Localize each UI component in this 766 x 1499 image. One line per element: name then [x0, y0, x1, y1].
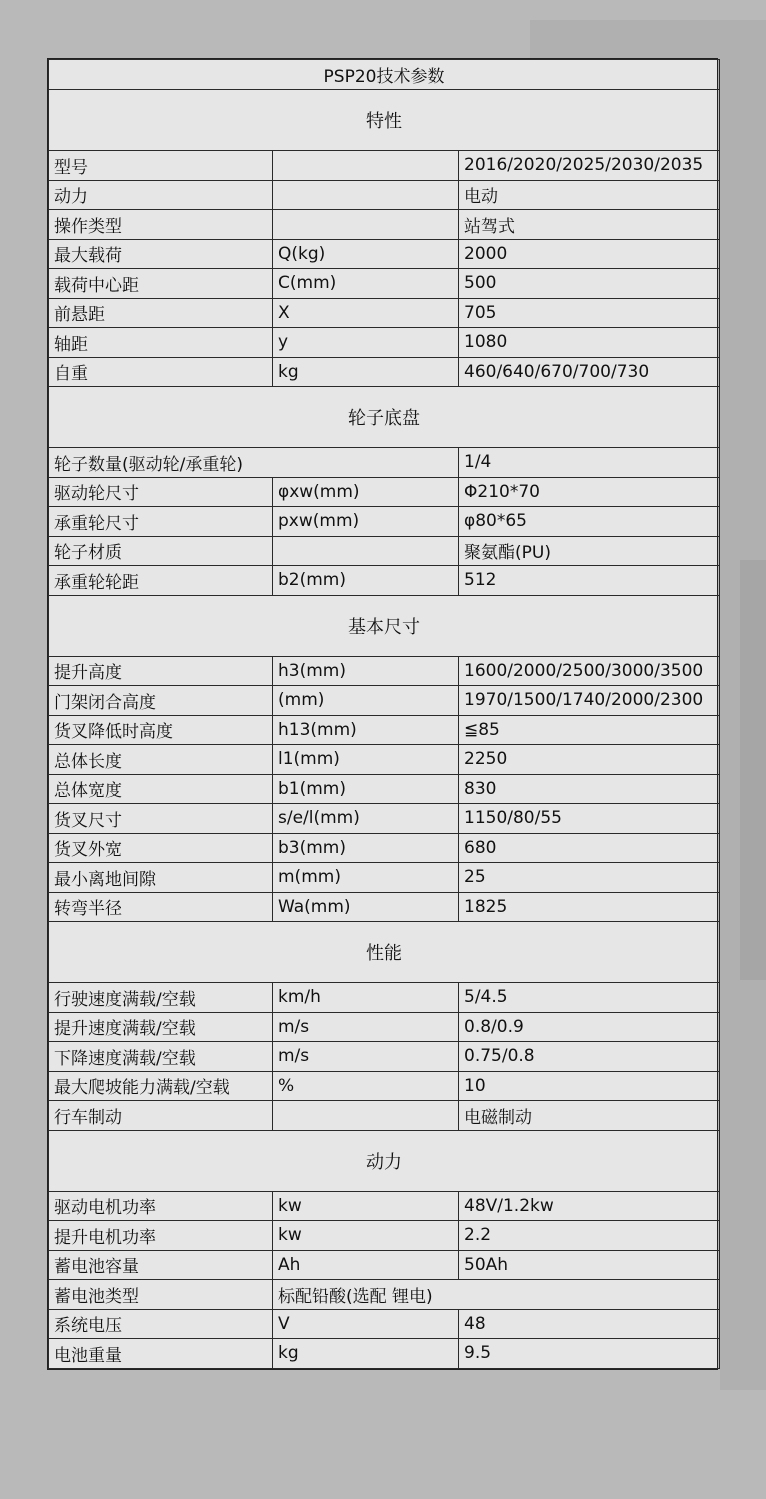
param-unit-cell	[273, 210, 459, 240]
table-row	[49, 298, 720, 328]
param-name-cell: 下降速度满载/空载	[49, 1042, 273, 1072]
param-name-cell: 行车制动	[49, 1101, 273, 1131]
table-row	[49, 1339, 720, 1369]
section-header-row	[49, 90, 720, 151]
param-name-cell: 轴距	[49, 328, 273, 358]
table-row	[49, 210, 720, 240]
param-value-cell: 1825	[459, 892, 720, 922]
param-value-cell: 站驾式	[459, 210, 720, 240]
param-unit-cell: pxw(mm)	[273, 507, 459, 537]
param-value-cell: 1970/1500/1740/2000/2300	[459, 686, 720, 716]
section-heading: 轮子底盘	[49, 387, 720, 448]
param-name-cell: 型号	[49, 151, 273, 181]
table-row	[49, 328, 720, 358]
table-row	[49, 1221, 720, 1251]
param-name-cell: 蓄电池容量	[49, 1250, 273, 1280]
param-value-cell: 2250	[459, 745, 720, 775]
param-name-cell: 货叉外宽	[49, 833, 273, 863]
table-row	[49, 269, 720, 299]
param-unit-cell: l1(mm)	[273, 745, 459, 775]
table-row	[49, 833, 720, 863]
param-name-cell: 自重	[49, 357, 273, 387]
param-unit-cell: m/s	[273, 1012, 459, 1042]
param-name-cell: 驱动轮尺寸	[49, 477, 273, 507]
param-value-cell: φ80*65	[459, 507, 720, 537]
param-unit-cell: Wa(mm)	[273, 892, 459, 922]
section-heading: 特性	[49, 90, 720, 151]
param-name-cell: 驱动电机功率	[49, 1191, 273, 1221]
param-unit-cell: m(mm)	[273, 863, 459, 893]
param-unit-cell	[273, 1101, 459, 1131]
param-value-cell: 1600/2000/2500/3000/3500	[459, 656, 720, 686]
table-row	[49, 1309, 720, 1339]
param-name-cell: 操作类型	[49, 210, 273, 240]
param-unit-cell	[273, 536, 459, 566]
param-name-cell: 转弯半径	[49, 892, 273, 922]
param-name-cell: 承重轮尺寸	[49, 507, 273, 537]
table-row	[49, 686, 720, 716]
param-value-cell: 2000	[459, 239, 720, 269]
param-value-cell: 1080	[459, 328, 720, 358]
table-row	[49, 180, 720, 210]
table-row	[49, 983, 720, 1013]
param-unit-cell	[273, 180, 459, 210]
table-row	[49, 1042, 720, 1072]
section-header-row	[49, 387, 720, 448]
param-value-cell: 2016/2020/2025/2030/2035	[459, 151, 720, 181]
table-row	[49, 151, 720, 181]
param-unit-cell: s/e/l(mm)	[273, 804, 459, 834]
param-value-cell: 500	[459, 269, 720, 299]
param-name-cell: 行驶速度满载/空载	[49, 983, 273, 1013]
table-row	[49, 448, 720, 478]
param-name-cell: 总体宽度	[49, 774, 273, 804]
param-unit-cell: h13(mm)	[273, 715, 459, 745]
param-unit-cell: b1(mm)	[273, 774, 459, 804]
param-value-cell: 10	[459, 1071, 720, 1101]
table-row	[49, 774, 720, 804]
param-value-cell: 5/4.5	[459, 983, 720, 1013]
param-value-cell: 聚氨酯(PU)	[459, 536, 720, 566]
param-value-cell: ≦85	[459, 715, 720, 745]
param-unit-cell: m/s	[273, 1042, 459, 1072]
param-value-cell: 830	[459, 774, 720, 804]
param-name-cell: 系统电压	[49, 1309, 273, 1339]
param-name-cell: 轮子数量(驱动轮/承重轮)	[49, 448, 459, 478]
table-row	[49, 1071, 720, 1101]
param-name-cell: 承重轮轮距	[49, 566, 273, 596]
param-value-cell: 48	[459, 1309, 720, 1339]
param-name-cell: 轮子材质	[49, 536, 273, 566]
param-name-cell: 电池重量	[49, 1339, 273, 1369]
table-row	[49, 1280, 720, 1310]
table-row	[49, 357, 720, 387]
param-name-cell: 门架闭合高度	[49, 686, 273, 716]
param-name-cell: 动力	[49, 180, 273, 210]
param-value-cell: 标配铅酸(选配 锂电)	[273, 1280, 720, 1310]
param-unit-cell: b3(mm)	[273, 833, 459, 863]
table-row	[49, 566, 720, 596]
table-row	[49, 804, 720, 834]
section-heading: 动力	[49, 1130, 720, 1191]
param-unit-cell: (mm)	[273, 686, 459, 716]
table-title: PSP20技术参数	[49, 60, 720, 90]
table-row	[49, 536, 720, 566]
param-name-cell: 最大爬坡能力满载/空载	[49, 1071, 273, 1101]
param-unit-cell: kg	[273, 357, 459, 387]
param-name-cell: 蓄电池类型	[49, 1280, 273, 1310]
param-unit-cell: Q(kg)	[273, 239, 459, 269]
param-unit-cell: kg	[273, 1339, 459, 1369]
param-value-cell: 25	[459, 863, 720, 893]
param-unit-cell: kw	[273, 1221, 459, 1251]
section-header-row	[49, 1130, 720, 1191]
param-value-cell: 460/640/670/700/730	[459, 357, 720, 387]
param-unit-cell: b2(mm)	[273, 566, 459, 596]
section-header-row	[49, 595, 720, 656]
title-row	[49, 60, 720, 90]
param-value-cell: 9.5	[459, 1339, 720, 1369]
table-row	[49, 477, 720, 507]
param-value-cell: 电动	[459, 180, 720, 210]
table-row	[49, 507, 720, 537]
param-name-cell: 最大载荷	[49, 239, 273, 269]
param-value-cell: 0.8/0.9	[459, 1012, 720, 1042]
param-name-cell: 载荷中心距	[49, 269, 273, 299]
table-row	[49, 863, 720, 893]
param-value-cell: 512	[459, 566, 720, 596]
param-value-cell: 1150/80/55	[459, 804, 720, 834]
spec-sheet	[47, 58, 718, 1370]
param-unit-cell: C(mm)	[273, 269, 459, 299]
param-unit-cell: y	[273, 328, 459, 358]
param-unit-cell: h3(mm)	[273, 656, 459, 686]
param-name-cell: 前悬距	[49, 298, 273, 328]
param-name-cell: 总体长度	[49, 745, 273, 775]
table-row	[49, 656, 720, 686]
param-name-cell: 货叉降低时高度	[49, 715, 273, 745]
param-unit-cell: V	[273, 1309, 459, 1339]
table-row	[49, 1101, 720, 1131]
table-row	[49, 1191, 720, 1221]
param-name-cell: 提升速度满载/空载	[49, 1012, 273, 1042]
param-unit-cell: km/h	[273, 983, 459, 1013]
table-row	[49, 892, 720, 922]
table-row	[49, 745, 720, 775]
param-name-cell: 最小离地间隙	[49, 863, 273, 893]
table-row	[49, 1012, 720, 1042]
param-name-cell: 货叉尺寸	[49, 804, 273, 834]
param-name-cell: 提升电机功率	[49, 1221, 273, 1251]
param-value-cell: 2.2	[459, 1221, 720, 1251]
param-value-cell: 705	[459, 298, 720, 328]
param-value-cell: 电磁制动	[459, 1101, 720, 1131]
table-row	[49, 1250, 720, 1280]
param-unit-cell: X	[273, 298, 459, 328]
param-unit-cell: %	[273, 1071, 459, 1101]
section-header-row	[49, 922, 720, 983]
param-value-cell: 48V/1.2kw	[459, 1191, 720, 1221]
param-unit-cell	[273, 151, 459, 181]
param-value-cell: 50Ah	[459, 1250, 720, 1280]
param-unit-cell: Ah	[273, 1250, 459, 1280]
param-value-cell: 1/4	[459, 448, 720, 478]
section-heading: 基本尺寸	[49, 595, 720, 656]
param-unit-cell: φxw(mm)	[273, 477, 459, 507]
param-name-cell: 提升高度	[49, 656, 273, 686]
param-value-cell: 680	[459, 833, 720, 863]
spec-table	[48, 59, 720, 1369]
param-value-cell: Φ210*70	[459, 477, 720, 507]
table-row	[49, 715, 720, 745]
param-unit-cell: kw	[273, 1191, 459, 1221]
section-heading: 性能	[49, 922, 720, 983]
table-row	[49, 239, 720, 269]
param-value-cell: 0.75/0.8	[459, 1042, 720, 1072]
